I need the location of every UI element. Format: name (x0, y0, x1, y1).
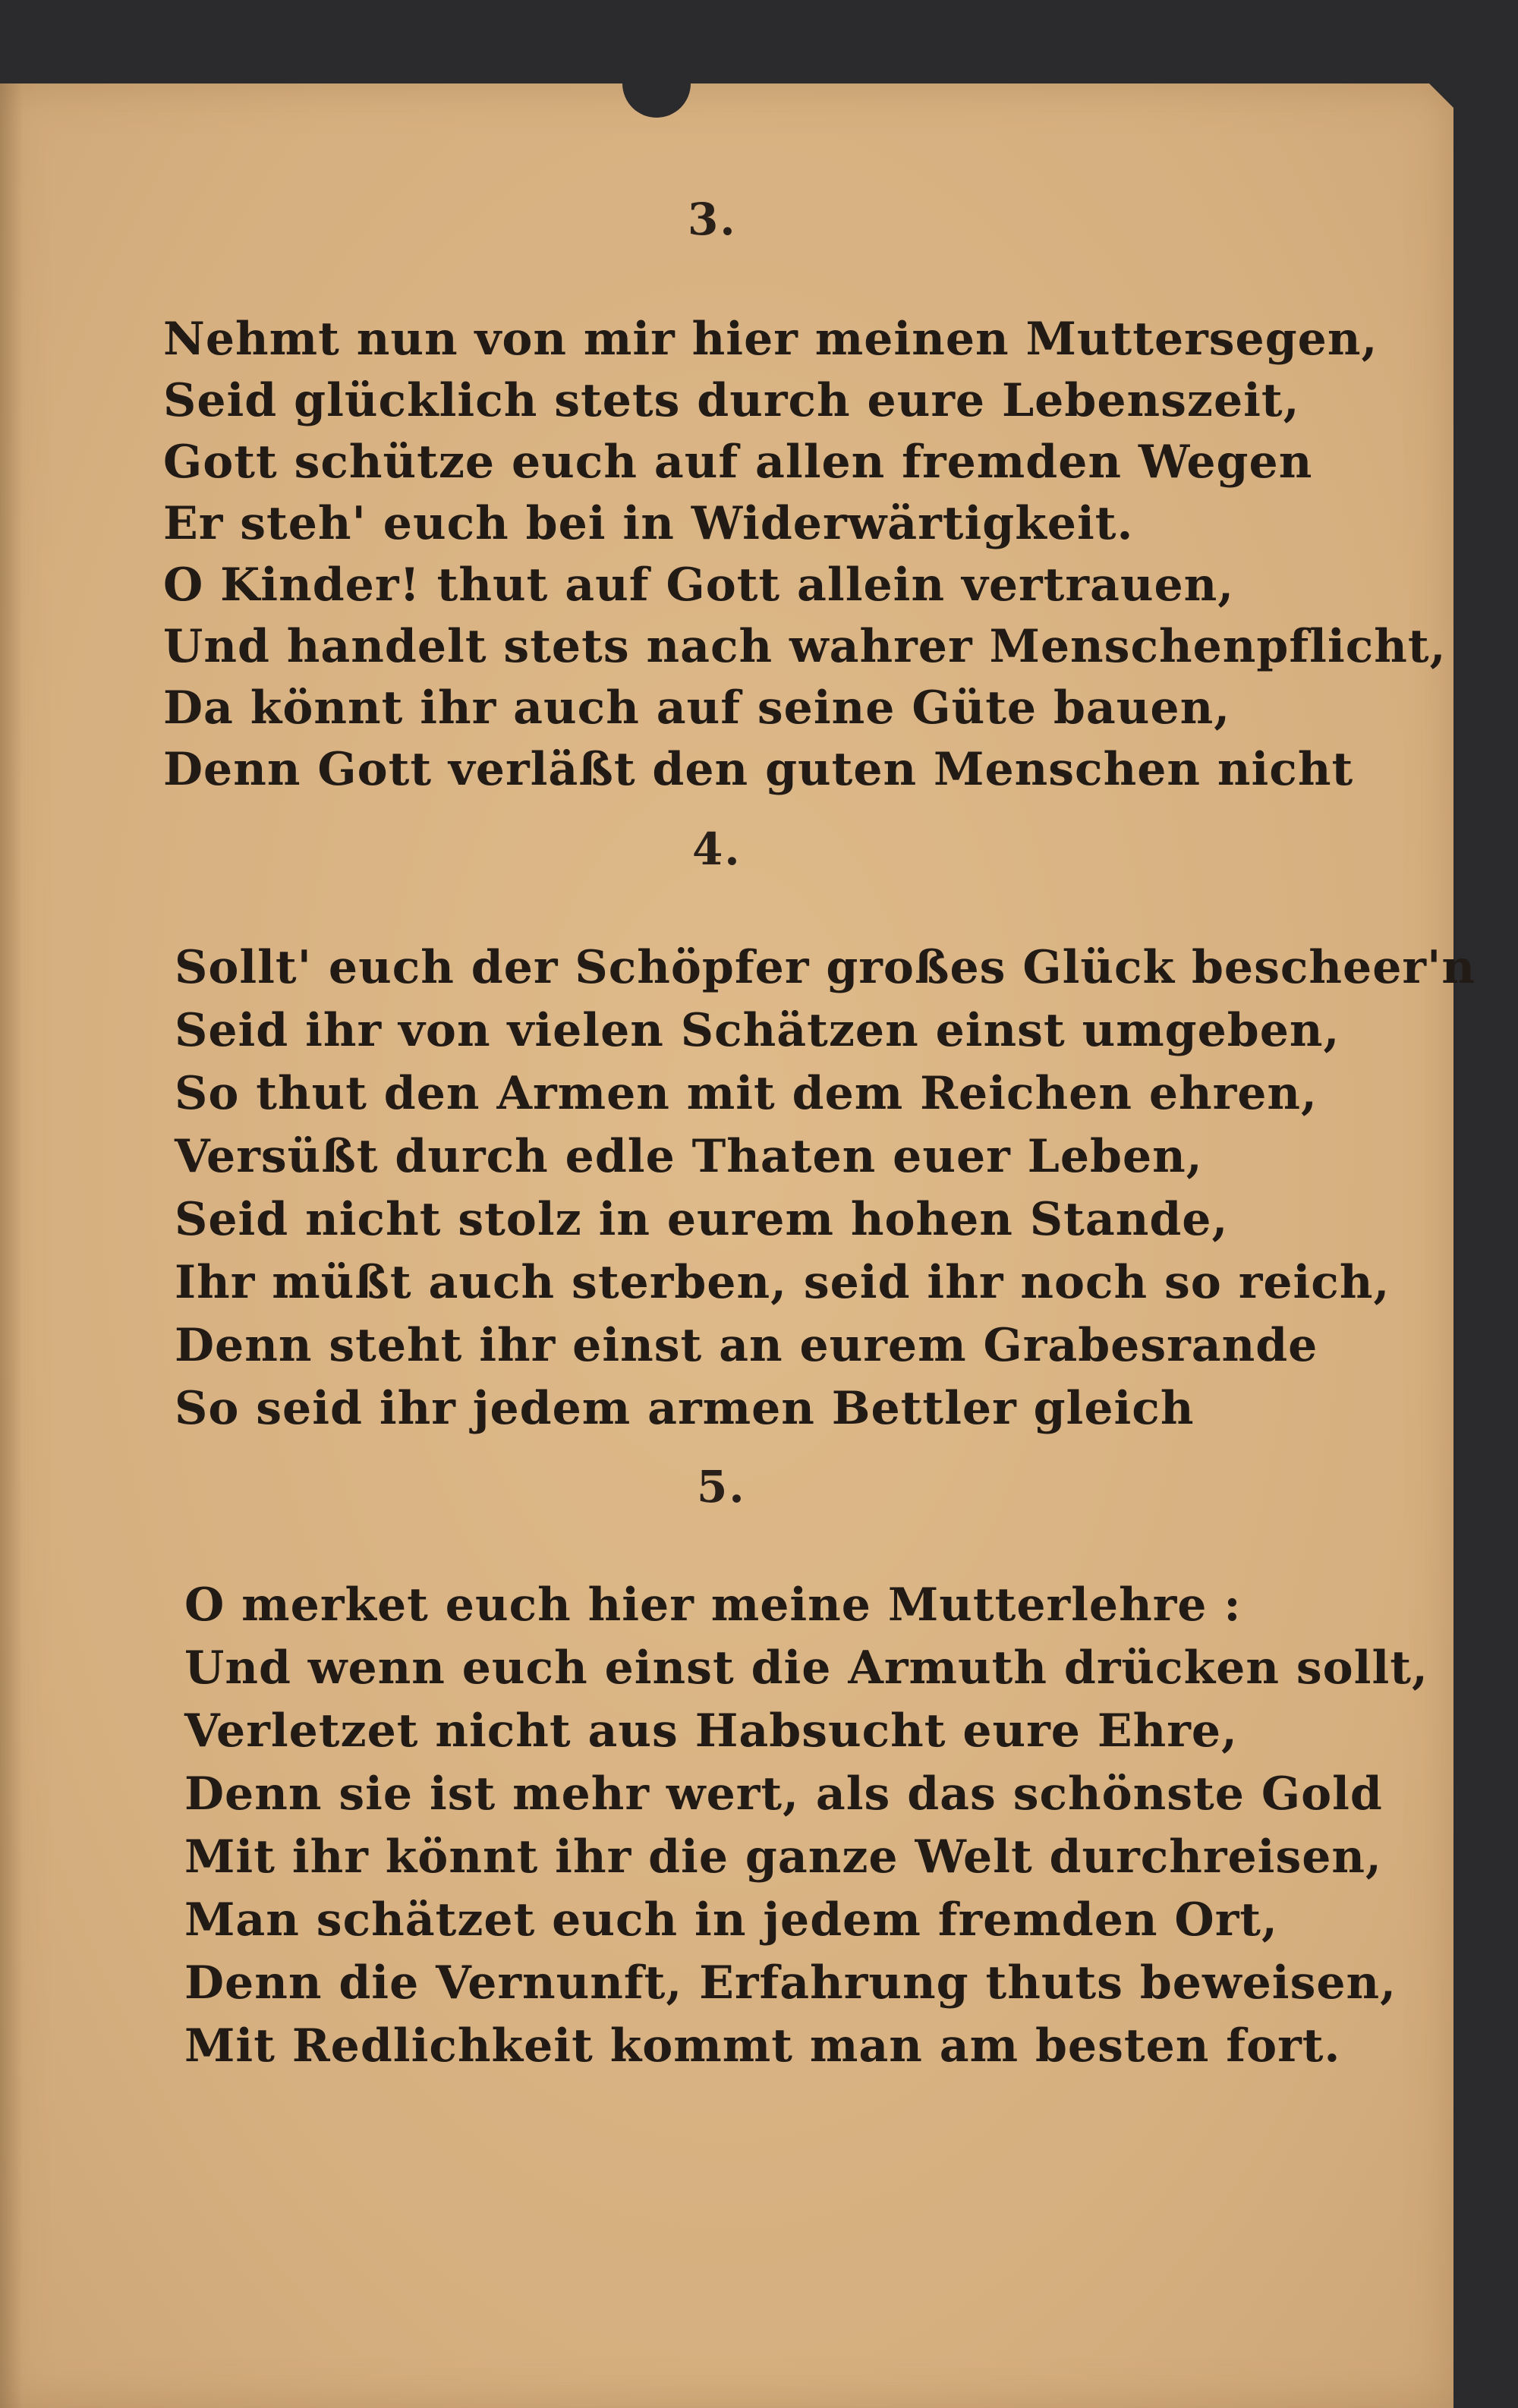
verse-line: O Kinder! thut auf Gott allein vertrauen, (163, 559, 1235, 612)
verse-line: So seid ihr jedem armen Bettler gleich (175, 1382, 1195, 1435)
page-corner (1408, 76, 1453, 121)
stanza-number: 5. (697, 1461, 746, 1512)
verse-line: Mit ihr könnt ihr die ganze Welt durchreisen, (184, 1830, 1382, 1884)
verse-line: Denn sie ist mehr wert, als das schönste Gold (184, 1767, 1383, 1821)
verse-line: Seid nicht stolz in eurem hohen Stande, (175, 1193, 1229, 1246)
verse-line: Versüßt durch edle Thaten euer Leben, (175, 1130, 1203, 1183)
verse-line: So thut den Armen mit dem Reichen ehren, (175, 1067, 1318, 1120)
verse-line: Da könnt ihr auch auf seine Güte bauen, (163, 681, 1231, 735)
page-gutter-shadow (0, 83, 23, 2408)
verse-line: Mit Redlichkeit kommt man am besten fort. (184, 2019, 1341, 2073)
verse-line: Denn Gott verläßt den guten Menschen nicht (163, 743, 1354, 796)
verse-line: Er steh' euch bei in Widerwärtigkeit. (163, 497, 1134, 550)
torn-paper-notch (622, 83, 691, 118)
stanza-number: 3. (688, 194, 737, 245)
verse-line: Sollt' euch der Schöpfer großes Glück bescheer'n (175, 941, 1475, 994)
verse-line: Seid glücklich stets durch eure Lebenszeit, (163, 374, 1300, 427)
verse-line: Und wenn euch einst die Armuth drücken sollt, (184, 1642, 1428, 1695)
verse-line: Seid ihr von vielen Schätzen einst umgeben, (175, 1004, 1340, 1057)
verse-line: Nehmt nun von mir hier meinen Muttersegen, (163, 313, 1378, 366)
verse-line: Und handelt stets nach wahrer Menschenpflicht, (163, 620, 1447, 673)
stanza-number: 4. (692, 823, 742, 875)
verse-line: Denn steht ihr einst an eurem Grabesrande (175, 1319, 1318, 1372)
verse-line: O merket euch hier meine Mutterlehre : (184, 1579, 1242, 1632)
verse-line: Gott schütze euch auf allen fremden Wegen (163, 436, 1313, 489)
verse-line: Verletzet nicht aus Habsucht eure Ehre, (184, 1704, 1238, 1758)
verse-line: Ihr müßt auch sterben, seid ihr noch so reich, (175, 1256, 1390, 1309)
verse-line: Denn die Vernunft, Erfahrung thuts beweisen, (184, 1956, 1397, 2010)
verse-line: Man schätzet euch in jedem fremden Ort, (184, 1893, 1278, 1947)
